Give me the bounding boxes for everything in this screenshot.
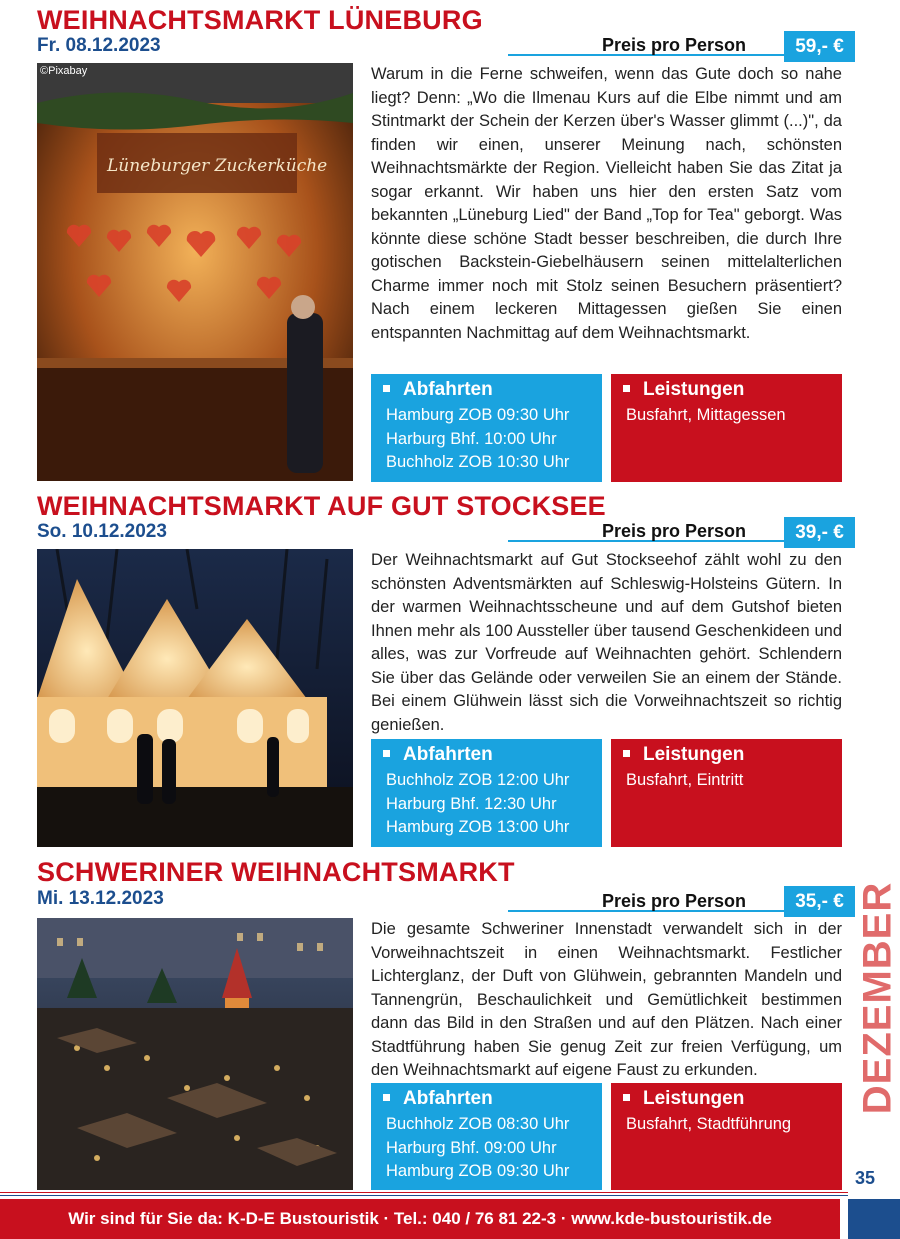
event-description: Die gesamte Schweriner Innenstadt verwandelt sich in der Vorweihnachtszeit in einen Weihnachtsmarkt. Festlicher Lichterglanz, der Duft von Glühwein, gebrannten Mandeln und Tannengrün, Beschaulichkeit und Gemütlichkeit bestimmen dann das Bild in den Straßen und auf den Plätzen. Nach einer Stadtführung haben Sie genug Zeit zur freien Verfügung, um den Weihnachtsmarkt auf eigene Faust zu erkunden.: [371, 920, 842, 1079]
page-number: 35: [855, 1168, 876, 1188]
departure-line: Buchholz ZOB 12:00 Uhr: [386, 771, 570, 789]
services-heading: Leistungen: [623, 742, 744, 768]
event-title: SCHWERINER WEIHNACHTSMARKT: [37, 857, 515, 887]
event-date: Fr. 08.12.2023: [37, 35, 161, 56]
departures-box: [371, 374, 602, 482]
bullet-icon: [383, 750, 390, 757]
departures-heading: Abfahrten: [383, 1086, 493, 1112]
departures-box: [371, 739, 602, 847]
event-photo-schwerin: [37, 918, 353, 1190]
photo-sign-text: Lüneburger Zuckerküche: [107, 156, 328, 176]
bullet-icon: [623, 1094, 630, 1101]
departure-line: Hamburg ZOB 09:30 Uhr: [386, 1162, 570, 1180]
bullet-icon: [383, 1094, 390, 1101]
service-line: Busfahrt, Mittagessen: [626, 406, 786, 424]
footer-rule-blue: [0, 1195, 848, 1196]
departure-line: Hamburg ZOB 13:00 Uhr: [386, 818, 570, 836]
service-line: Busfahrt, Stadtführung: [626, 1115, 792, 1133]
footer-corner: [848, 1199, 900, 1239]
price-label: Preis pro Person: [601, 35, 746, 55]
month-label: DEZEMBER: [855, 881, 900, 1115]
bullet-icon: [383, 385, 390, 392]
services-box: [611, 1083, 842, 1190]
departure-line: Buchholz ZOB 08:30 Uhr: [386, 1115, 570, 1133]
departure-line: Harburg Bhf. 09:00 Uhr: [386, 1138, 557, 1157]
departure-line: Harburg Bhf. 12:30 Uhr: [386, 794, 557, 813]
departures-box: [371, 1083, 602, 1190]
event-date: So. 10.12.2023: [37, 521, 167, 542]
price-badge: 59,- €: [784, 31, 855, 62]
price-badge: 35,- €: [784, 886, 855, 917]
price-badge: 39,- €: [784, 517, 855, 548]
event-title: WEIHNACHTSMARKT LÜNEBURG: [37, 5, 483, 35]
event-photo-stocksee: [37, 549, 353, 847]
departure-line: Harburg Bhf. 10:00 Uhr: [386, 429, 557, 448]
footer-contact: Wir sind für Sie da: K-D-E Bustouristik · Tel.: 040 / 76 81 22-3 · www.kde-bustouristik.de: [0, 1199, 840, 1239]
event-date: Mi. 13.12.2023: [37, 888, 164, 909]
photo-credit: ©Pixabay: [40, 65, 88, 77]
bullet-icon: [623, 385, 630, 392]
services-heading: Leistungen: [623, 1086, 744, 1112]
departures-heading: Abfahrten: [383, 377, 493, 403]
service-line: Busfahrt, Eintritt: [626, 771, 744, 789]
event-description: Der Weihnachtsmarkt auf Gut Stockseehof zählt wohl zu den schönsten Adventsmärkten auf Schleswig-Holsteins Gütern. In der warmen Weihnachtsscheune und auf dem Gutshof bieten Ihnen mehr als 100 Aussteller über tausend Geschenkideen und alles, was zur Vorfreude auf Weihnachten gehört. Schlendern Sie über das Gelände oder verweilen Sie an einem der Stände. Bei einem Glühwein lässt sich die Vorweihnachtszeit so richtig genießen.: [371, 551, 842, 734]
price-label: Preis pro Person: [601, 521, 746, 541]
event-title: WEIHNACHTSMARKT AUF GUT STOCKSEE: [37, 491, 606, 521]
price-label: Preis pro Person: [601, 891, 746, 911]
event-photo-lueneburg: [37, 63, 353, 481]
departure-line: Hamburg ZOB 09:30 Uhr: [386, 406, 570, 424]
departures-heading: Abfahrten: [383, 742, 493, 768]
departure-line: Buchholz ZOB 10:30 Uhr: [386, 453, 570, 471]
services-box: [611, 739, 842, 847]
services-heading: Leistungen: [623, 377, 744, 403]
event-description: Warum in die Ferne schweifen, wenn das Gute doch so nahe liegt? Denn: „Wo die Ilmenau Kurs auf die Elbe nimmt und am Stintmarkt der Schein der Kerzen über's Wasser glimmt (...)", da finden wir einen, unserer Meinung nach, schönsten Weihnachtsmärkte der Region. Vielleicht haben Sie das Zitat ja sogar erkannt. Wir haben uns hier den ersten Satz vom bekannten „Lüneburg Lied" der Band „Top for Tea" geborgt. Was könnte diese schöne Stadt besser beschreiben, die durch Ihre gotischen Backstein-Giebelhäusern seinen mittelalterlichen Charme immer noch mit Stolz seinen Besuchern präsentiert? Nach einem leckeren Mittagessen gießen Sie einen entspannten Nachmittag auf dem Weihnachtsmarkt.: [371, 65, 842, 342]
footer-rule: [0, 1192, 848, 1193]
bullet-icon: [623, 750, 630, 757]
services-box: [611, 374, 842, 482]
